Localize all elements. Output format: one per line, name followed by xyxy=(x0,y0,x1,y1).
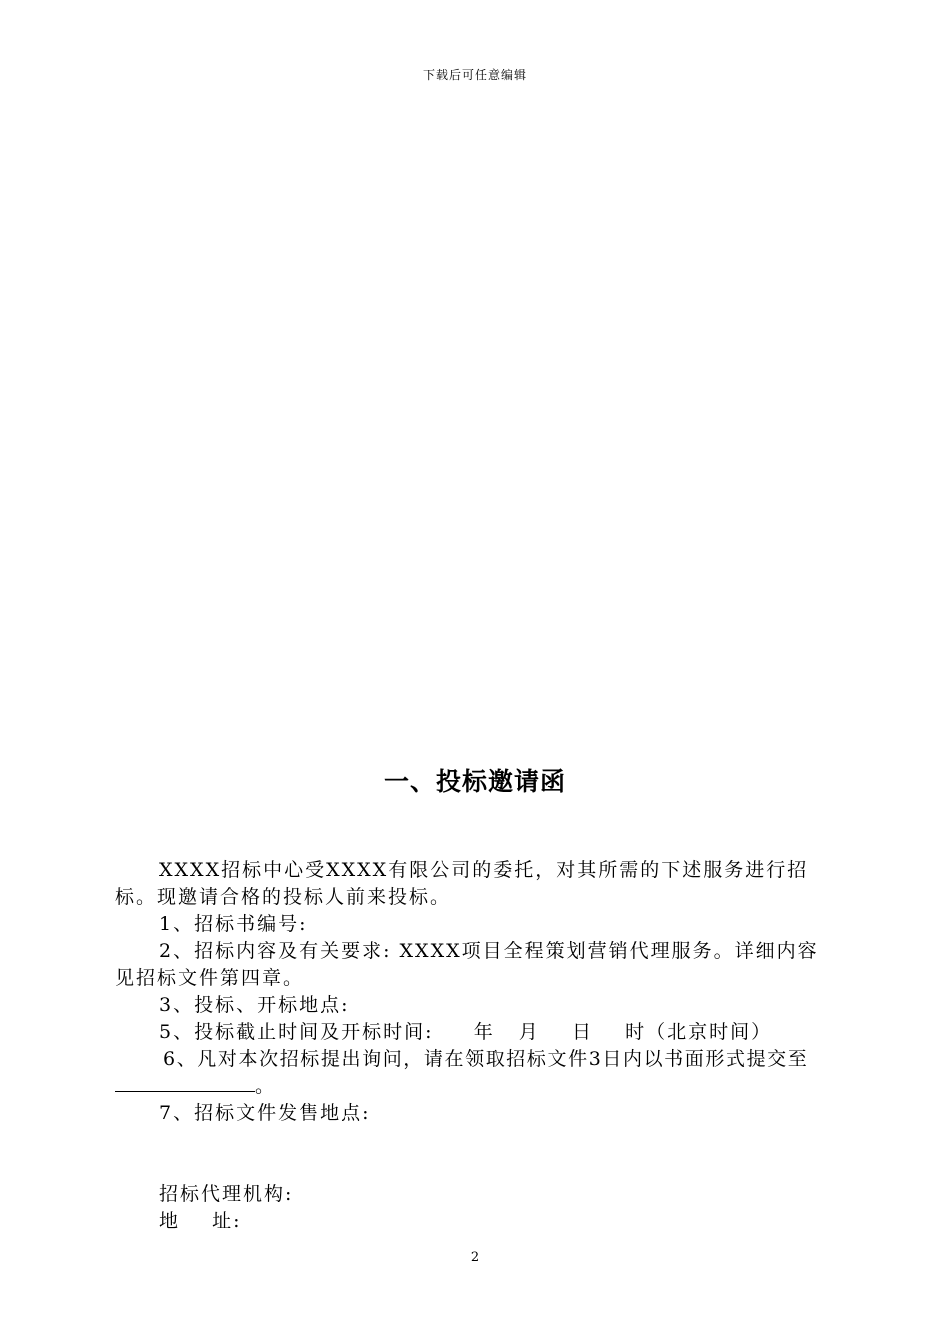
submission-blank-line xyxy=(115,1073,255,1092)
header-note: 下载后可任意编辑 xyxy=(422,68,527,82)
item-6-end: 。 xyxy=(255,1075,276,1097)
item-1: 1、招标书编号: xyxy=(159,913,308,935)
item-6 xyxy=(115,1046,837,1100)
page-number: 2 xyxy=(470,1250,480,1265)
address-label: 地 址: xyxy=(159,1210,242,1232)
document-body xyxy=(115,857,837,1235)
item-2: 2、招标内容及有关要求: XXXX项目全程策划营销代理服务。详细内容见招标文件第四章。 xyxy=(115,940,819,989)
agency-label: 招标代理机构: xyxy=(159,1183,294,1205)
item-3: 3、投标、开标地点: xyxy=(159,994,350,1016)
spacer xyxy=(115,1127,837,1181)
item-6-text: 6、凡对本次招标提出询问，请在领取招标文件3日内以书面形式提交至 xyxy=(163,1048,809,1070)
item-7: 7、招标文件发售地点: xyxy=(159,1102,371,1124)
intro-paragraph: XXXX招标中心受XXXX有限公司的委托，对其所需的下述服务进行招标。现邀请合格的投标人前来投标。 xyxy=(115,859,809,908)
document-title: 一、投标邀请函 xyxy=(383,767,566,796)
item-5: 5、投标截止时间及开标时间: 年 月 日 时（北京时间） xyxy=(159,1021,773,1043)
